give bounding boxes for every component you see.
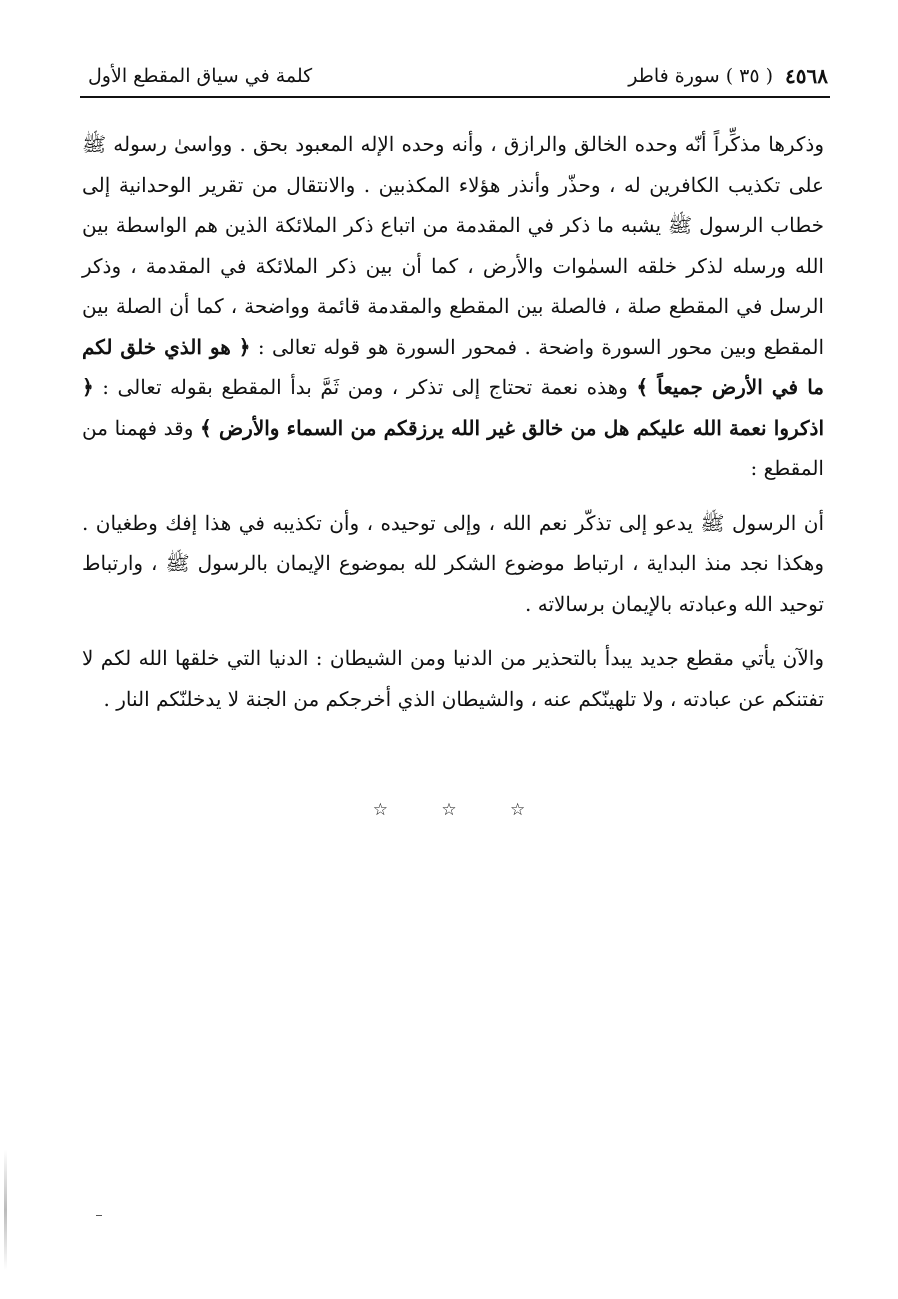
page-number: ٤٥٦٨ <box>785 64 828 88</box>
quran-verse-1: ﴿ هو الذي خلق لكم ما في الأرض جميعاً ﴾ <box>82 334 824 399</box>
star-icon: ☆ <box>441 800 457 820</box>
star-icon: ☆ <box>510 800 526 820</box>
quran-verse-2: ﴿ اذكروا نعمة الله عليكم هل من خالق غير الله يرزقكم من السماء والأرض ﴾ <box>82 375 825 440</box>
star-icon: ☆ <box>372 800 388 820</box>
body-text <box>82 124 824 733</box>
paragraph-1 <box>82 124 824 489</box>
paragraph-1-end: وقد فهمنا من المقطع : <box>82 415 824 480</box>
section-divider <box>0 800 898 820</box>
paragraph-1-text: وذكرها مذكِّراً أنّه وحده الخالق والرازق ، وأنه وحده الإله المعبود بحق . وواسىٰ رسوله ﷺ على تكذيب الكافرين له ، وحذّر وأنذر هؤلاء المكذبين . والانتقال من تقرير الوحدانية إلى خطاب الرسول ﷺ يشبه ما ذكر في المقدمة من اتباع ذكر الملائكة الذين هم الواسطة بين الله ورسله لذكر خلقه السمٰوات والأرض ، كما أن بين ذكر الملائكة في المقدمة ، وذكر الرسل في المقطع صلة ، فالصلة بين المقطع والمقدمة قائمة وواضحة ، كما أن الصلة بين المقطع وبين محور السورة واضحة . فمحور السورة هو قوله تعالى : <box>82 132 824 359</box>
header-rule <box>80 96 830 98</box>
paragraph-3: والآن يأتي مقطع جديد يبدأ بالتحذير من الدنيا ومن الشيطان : الدنيا التي خلقها الله لكم لا تفتنكم عن عبادته ، ولا تلهينّكم عنه ، والشيطان الذي أخرجكم من الجنة لا يدخلنّكم النار . <box>82 646 824 711</box>
paragraph-2: أن الرسول ﷺ يدعو إلى تذكّر نعم الله ، وإلى توحيده ، وأن تكذيبه في هذا إفك وطغيان . وهكذا نجد منذ البداية ، ارتباط موضوع الشكر لله بموضوع الإيمان بالرسول ﷺ ، وارتباط توحيد الله وعبادته بالإيمان برسالاته . <box>82 510 824 616</box>
surah-name: ( ٣٥ ) سورة فاطر <box>628 65 774 87</box>
scan-edge-mark <box>4 1150 7 1270</box>
header-right <box>628 64 828 88</box>
paragraph-1-middle: وهذه نعمة تحتاج إلى تذكر ، ومن ثَمَّ بدأ المقطع بقوله تعالى : <box>102 375 628 399</box>
section-title: كلمة في سياق المقطع الأول <box>88 65 313 87</box>
page-header <box>88 58 828 94</box>
scan-dash-mark <box>96 1215 102 1216</box>
